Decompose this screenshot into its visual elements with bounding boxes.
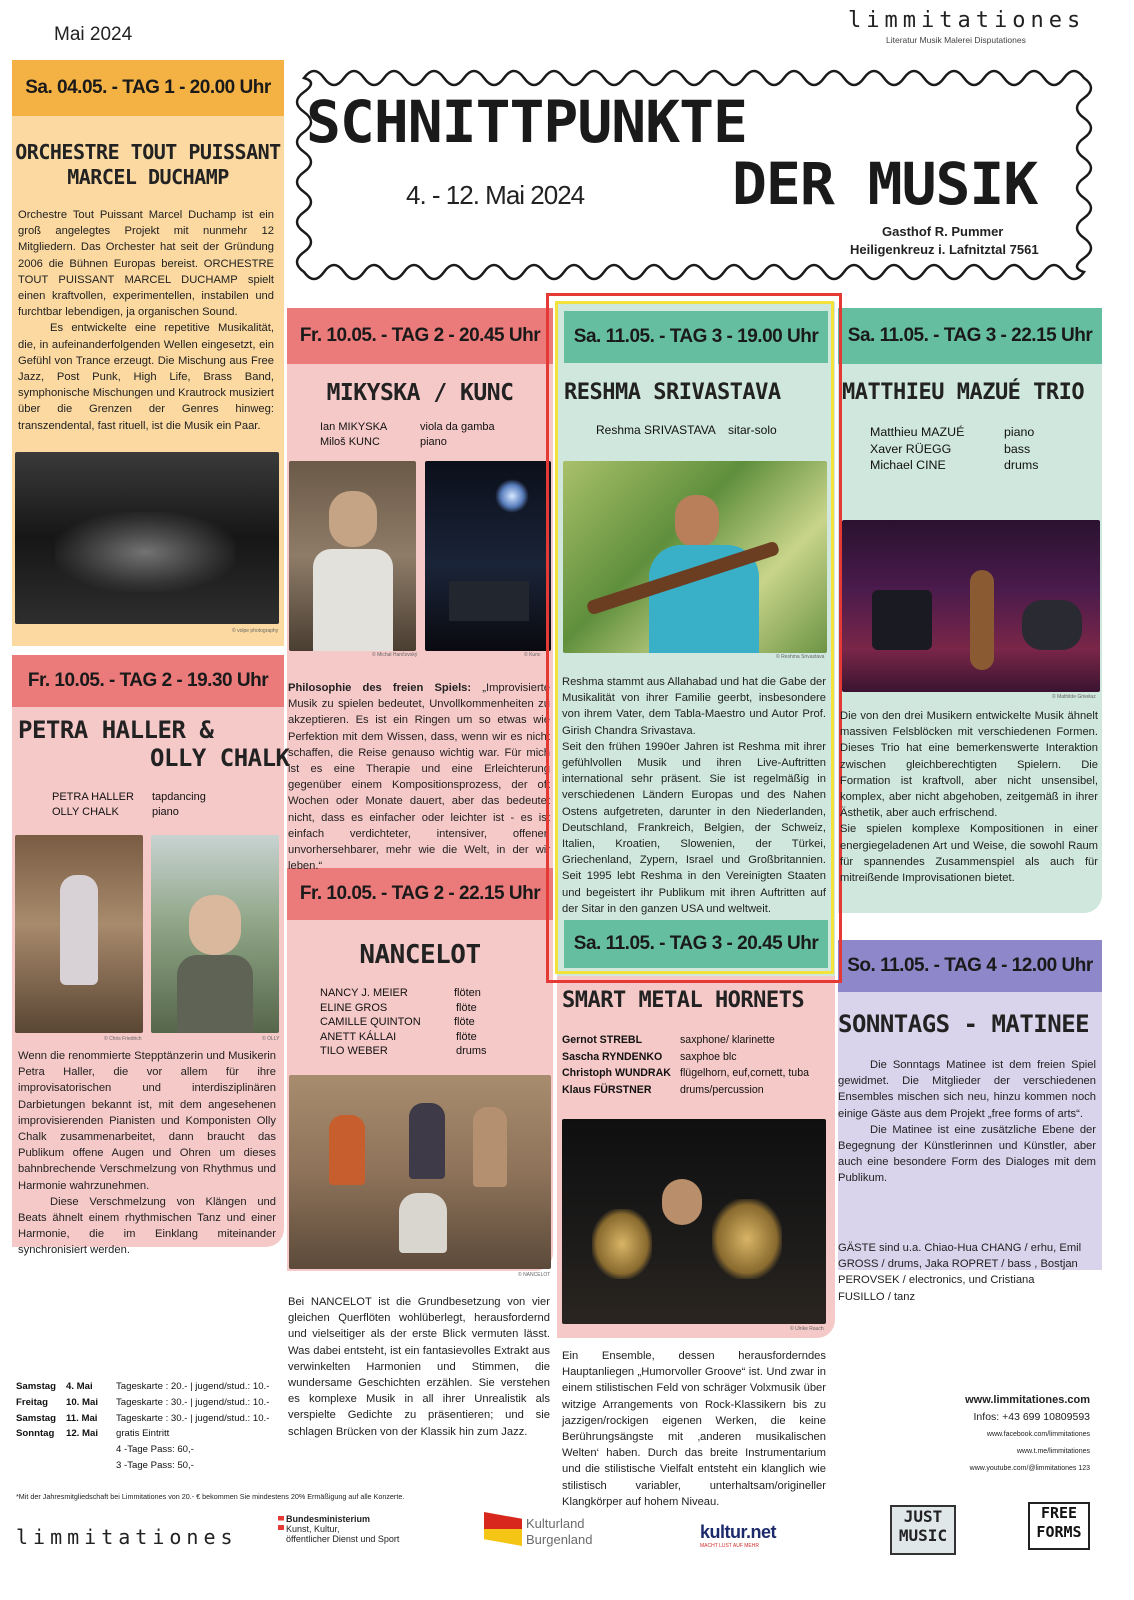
- lineup-role: bass: [1004, 441, 1031, 456]
- lineup-name: PETRA HALLER: [52, 791, 134, 803]
- lineup-row: [562, 1082, 809, 1099]
- ministry-line-3: öffentlicher Dienst und Sport: [286, 1534, 400, 1544]
- event-3-photo-kunc: [425, 461, 551, 651]
- ticket-date: 10. Mai: [66, 1396, 98, 1408]
- contact-block: [930, 1392, 1090, 1477]
- event-2-photo-petra: [15, 835, 143, 1033]
- lineup-name: TILO WEBER: [320, 1045, 388, 1058]
- event-4-text-p1: Bei NANCELOT ist die Grundbesetzung von vier gleichen Querflöten wohlüberlegt, herausfordernd und vielseitiger als der erste Blick vermuten lässt. Was dabei entsteht, ist ein fantasievolles Extrakt aus verwinkelten Harmonien und Stimmen, die wundersame Geschichten erzählen. Sie verstehen es komplexe Musik in all ihrer Unrealistik als verspielte Gedichte zu präsentieren; und sie schlagen Brücken von der Klassik hin zum Jazz.: [288, 1296, 550, 1438]
- event-1-text-p2: Es entwickelte eine repetitive Musikalität, die, in aufeinanderfolgenden Wellen eingesetzt, ein Gefühl von Trance erzeugt. Die Mischung aus Free Jazz, Post Punk, High Life, Brass Band, symphonische Mischungen und Krautrock musiziert über die Grenzen der Genres hinweg: transzendental, fast rituell, ist die Musik ein Paar.: [18, 322, 274, 432]
- event-7-lineup: [870, 424, 1038, 474]
- sponsor-limmitationes-text: limmitationes: [16, 1525, 238, 1549]
- burgenland-line-1: Kulturland: [526, 1516, 585, 1531]
- lineup-role: drums: [1004, 458, 1039, 472]
- event-8-text-p2: Die Matinee ist eine zusätzliche Ebene der Begegnung der Künstlerinnen und Künstler, aber auch eine besondere Form des Dialoges mit dem Publikum.: [838, 1123, 1096, 1185]
- event-1-text: [18, 207, 274, 434]
- justmusic-line-2: MUSIC: [898, 1526, 948, 1545]
- contact-website[interactable]: www.limmitationes.com: [965, 1394, 1090, 1406]
- event-7-header: Sa. 11.05. - TAG 3 - 22.15 Uhr: [847, 325, 1093, 346]
- ticket-price: Tageskarte : 30.- | jugend/stud.: 10.-: [116, 1412, 270, 1424]
- event-5-text-p1: Reshma stammt aus Allahabad und hat die Gabe der Musikalität von ihrer Familie geerbt, insbesondere von ihrem Vater, dem Tabla-Maestro und Autor Prof. Girish Chandra Srivastava.: [562, 676, 826, 737]
- ticket-day: Freitag: [16, 1396, 48, 1408]
- logo-text: limmitationes: [848, 8, 1086, 33]
- event-6-text-p1: Ein Ensemble, dessen herausforderndes Hauptanliegen „Humorvoller Groove“ ist. Und zwar in einem stilistischen Feld von schräger Volxmusik über witzige Arrangements von Rock-Klassikern bis zu jazzigen/rockigen eigenen Werken, die keine Berührungsängste mit ‚anderen musikalischen Welten‘ haben. Durch das breite Instrumentarium und die stilistische Vielfalt entsteht ein klanglich wie stilistisch variabler, unterhaltsam/origineller Klangkörper auf hohem Niveau.: [562, 1350, 826, 1508]
- justmusic-line-1: JUST: [903, 1507, 943, 1526]
- event-3-header: Fr. 10.05. - TAG 2 - 20.45 Uhr: [299, 325, 541, 346]
- ticket-day: Sonntag: [16, 1428, 55, 1440]
- event-4-photo: [289, 1075, 551, 1269]
- contact-youtube[interactable]: www.youtube.com/@limmitationes 123: [969, 1465, 1090, 1472]
- event-6-photo: [562, 1119, 826, 1324]
- event-8-text: [838, 1057, 1096, 1187]
- lineup-row: [562, 1049, 809, 1066]
- logo-subtitle: Literatur Musik Malerei Disputationes: [886, 35, 1026, 45]
- lineup-role: drums: [456, 1045, 487, 1058]
- event-7-text: [840, 708, 1098, 886]
- event-4-text: [288, 1294, 550, 1440]
- event-4-photo-credit: © NANCELOT: [518, 1272, 551, 1278]
- highlight-frame-yellow: [555, 301, 834, 974]
- kulturnet-text: kultur.net: [700, 1522, 777, 1542]
- festival-dates: 4. - 12. Mai 2024: [406, 180, 585, 210]
- lineup-role: sitar-solo: [728, 423, 777, 437]
- lineup-role: tapdancing: [152, 791, 206, 803]
- austria-flag-icon: [278, 1516, 284, 1530]
- ticket-price: Tageskarte : 30.- | jugend/stud.: 10.-: [116, 1396, 270, 1408]
- sponsor-limmitationes-logo: [16, 1525, 238, 1549]
- ticket-row: [16, 1458, 269, 1474]
- event-8-header: So. 11.05. - TAG 4 - 12.00 Uhr: [847, 955, 1093, 976]
- event-5-band-name: RESHMA SRIVASTAVA: [564, 380, 781, 405]
- event-7-photo: [842, 520, 1100, 692]
- event-3-lineup: [320, 420, 495, 450]
- ticket-pass-3: 3 -Tage Pass: 50,-: [116, 1459, 194, 1471]
- event-8-band-name: SONNTAGS - MATINEE: [838, 1010, 1090, 1038]
- event-4-band-name: NANCELOT: [359, 940, 481, 970]
- event-4-lineup: [320, 986, 487, 1059]
- lineup-role: flügelhorn, euf,cornett, tuba: [680, 1067, 809, 1079]
- event-4-header: Fr. 10.05. - TAG 2 - 22.15 Uhr: [299, 883, 541, 904]
- event-7-band-name: MATTHIEU MAZUÉ TRIO: [842, 380, 1085, 405]
- event-2-lineup: [52, 790, 206, 820]
- event-3-text: [288, 680, 550, 874]
- event-3-text-lead: Philosophie des freien Spiels:: [288, 682, 472, 694]
- event-2-text-p2: Diese Verschmelzung von Klängen und Beats ähnelt einem rhythmischen Tanz und einer Harmonie, die im Einklang miteinander synchronisiert werden.: [18, 1195, 276, 1257]
- ticket-footnote: *Mit der Jahresmitgliedschaft bei Limmitationes von 20.- € bekommen Sie mindestens 20% Ermäßigung auf alle Konzerte.: [16, 1492, 405, 1501]
- lineup-name: Sascha RYNDENKO: [562, 1050, 663, 1063]
- event-6-lineup: [562, 1032, 809, 1098]
- event-3-text-p1: [288, 680, 550, 874]
- lineup-name: CAMILLE QUINTON: [320, 1016, 421, 1029]
- title-line-2: DER MUSIK: [732, 150, 1038, 218]
- ticket-row: [16, 1379, 269, 1395]
- event-3-photo-credit-1: © Michal Hančovský: [372, 652, 418, 658]
- ticket-row: [16, 1442, 269, 1458]
- lineup-row: [562, 1065, 809, 1082]
- lineup-row: [562, 1032, 809, 1049]
- lineup-name: Miloš KUNC: [320, 436, 380, 448]
- lineup-name: Gernot STREBL: [562, 1034, 643, 1046]
- lineup-role: flöte: [456, 1001, 477, 1014]
- lineup-row: [320, 1015, 487, 1030]
- limmitationes-logo: [848, 8, 1086, 58]
- event-3-photo-mikyska: [289, 461, 416, 651]
- lineup-row: [320, 1001, 487, 1016]
- sponsor-burgenland: [484, 1508, 614, 1554]
- sponsor-ministry: [286, 1514, 399, 1544]
- lineup-name: ANETT KÁLLAI: [320, 1030, 397, 1043]
- burgenland-line-2: Burgenland: [526, 1532, 593, 1547]
- event-6-photo-credit: © Ulrike Rauch: [790, 1326, 824, 1332]
- contact-facebook[interactable]: www.facebook.com/limmitationes: [986, 1431, 1090, 1438]
- lineup-name: ELINE GROS: [320, 1001, 388, 1014]
- event-2-text: [18, 1048, 276, 1259]
- ticket-date: 11. Mai: [66, 1412, 98, 1424]
- lineup-name: Klaus FÜRSTNER: [562, 1083, 652, 1096]
- burgenland-flag-icon: [484, 1512, 522, 1546]
- lineup-role: flöte: [454, 1016, 475, 1029]
- contact-telegram[interactable]: www.t.me/limmitationes: [1016, 1448, 1090, 1455]
- ticket-price: gratis Eintritt: [116, 1428, 170, 1440]
- ticket-pass-4: 4 -Tage Pass: 60,-: [116, 1444, 194, 1456]
- event-3-band-name: MIKYSKA / KUNC: [326, 380, 514, 406]
- event-2-band-line-2: OLLY CHALK: [150, 744, 290, 772]
- ministry-line-2: Kunst, Kultur,: [286, 1524, 340, 1534]
- lineup-row: [870, 457, 1038, 474]
- lineup-row: [52, 805, 206, 820]
- ticket-day: Samstag: [16, 1412, 56, 1424]
- lineup-name: OLLY CHALK: [52, 806, 119, 818]
- event-7-text-p1: Die von den drei Musikern entwickelte Musik ähnelt massiven Felsblöcken mit verschiedenen Formen. Dieses Trio hat eine bemerkenswerte Interaktion zwischen gleichberechtigten Spielern. Die Formation ist kraftvoll, aber nicht unsensibel, komplex, aber nicht abgehoben, zeitgemäß in ihrer Ästhetik, aber auch erfrischend.: [840, 710, 1098, 820]
- event-1-text-p1: Orchestre Tout Puissant Marcel Duchamp ist ein groß angelegtes Projekt mit nunmehr 12 Mitgliedern. Das Orchester hat seit der Gründung 2006 die Bühnen Europas bereist. ORCHESTRE TOUT PUISSANT MARCEL DUCHAMP spielt einen kraftvollen, experimentellen, instabilen und furchtbar lebendigen, ja organischen Sound.: [18, 209, 274, 319]
- ticket-row: [16, 1411, 269, 1427]
- event-1-photo-credit: © volpe photography: [232, 628, 279, 634]
- lineup-name: Reshma SRIVASTAVA: [596, 423, 716, 437]
- kulturnet-subtitle: MACHT LUST AUF MEHR: [700, 1543, 759, 1549]
- lineup-role: piano: [152, 806, 179, 818]
- event-5-photo-credit: © Reshma Srivastava: [776, 654, 825, 660]
- event-1-photo: [15, 452, 279, 624]
- lineup-row: [320, 1044, 487, 1059]
- title-line-1: SCHNITTPUNKTE: [306, 88, 747, 156]
- event-7-text-p2: Sie spielen komplexe Kompositionen in einer energiegeladenen Art und Weise, die sowohl Raum für spannendes Zusammenspiel als auch für mitreißende Improvisationen bietet.: [840, 823, 1098, 885]
- lineup-role: drums/percussion: [680, 1083, 764, 1096]
- event-1-band-name-text: ORCHESTRE TOUT PUISSANT MARCEL DUCHAMP: [15, 140, 281, 189]
- lineup-row: [320, 435, 495, 450]
- event-2-band-line-1: PETRA HALLER &: [18, 716, 214, 744]
- event-5-text-p2: Seit den frühen 1990er Jahren ist Reshma mit ihrer gefühlvollen Musik und ihren Live-Auftritten international sehr präsent. Sie ist regelmäßig in verschiedenen Ländern Europas und des Nahen Ostens aufgetreten, darunter in den Niederlanden, Deutschland, Frankreich, Belgien, der Schweiz, Italien, Kroatien, Slowenien, der Türkei, Griechenland, Zypern, Israel und Großbritannien. Seit 1995 lebt Reshma in den Vereinigten Staaten und begeistert ihr Publikum mit ihren Auftritten auf der Sitar in den ganzen USA und weltweit.: [562, 740, 826, 915]
- lineup-name: Michael CINE: [870, 458, 946, 472]
- event-2-photo-credit-1: © Chris Friedrich: [104, 1036, 142, 1042]
- ticket-row: [16, 1426, 269, 1442]
- sponsor-freeforms: [1028, 1502, 1090, 1550]
- lineup-row: [870, 441, 1038, 458]
- event-6-text: [562, 1348, 826, 1510]
- venue-line-1: Gasthof R. Pummer: [882, 224, 1004, 239]
- event-8-guests: [838, 1240, 1084, 1305]
- event-1-header: Sa. 04.05. - TAG 1 - 20.00 Uhr: [25, 77, 271, 98]
- lineup-row: [52, 790, 206, 805]
- lineup-name: Ian MIKYSKA: [320, 421, 388, 433]
- lineup-role: flöten: [454, 987, 481, 999]
- lineup-name: Christoph WUNDRAK: [562, 1067, 671, 1079]
- ticket-row: [16, 1395, 269, 1411]
- lineup-name: Matthieu MAZUÉ: [870, 425, 965, 439]
- lineup-role: flöte: [456, 1030, 477, 1043]
- lineup-role: viola da gamba: [420, 421, 495, 433]
- month-label: Mai 2024: [54, 24, 133, 45]
- ticket-date: 12. Mai: [66, 1428, 98, 1440]
- event-3-text-body: „Improvisierte Musik zu spielen bedeutet, Unvollkommenheiten zu akzeptieren. Es ist ein Ringen um so etwas wie Perfektion mit dem Wissen, dass, wenn wir es nicht schaffen, die Reise genauso wichtig war. Für mich ist es eine Therapie und eine Erleichterung gegenüber einem Kompositionsprozess, der oft Wochen oder Monate dauert, aber das bedeutet nicht, dass es einfacher oder leichter ist - es ist einfach verdichteter, intensiver, offener, unvorhersehbarer, mehr wie die Welt, in der wir leben.“: [288, 682, 551, 873]
- sponsor-justmusic: [890, 1505, 956, 1555]
- lineup-row: [320, 986, 487, 1001]
- lineup-role: saxphoe blc: [680, 1050, 737, 1063]
- ticket-price: Tageskarte : 20.- | jugend/stud.: 10.-: [116, 1381, 270, 1392]
- event-2-text-p1: Wenn die renommierte Stepptänzerin und Musikerin Petra Haller, die vor allem für ihre improvisatorischen und interdisziplinären Darbietungen bekannt ist, mit dem angesehenen improvisierenden Pianisten und Komponisten Olly Chalk zusammenarbeitet, dann braucht das Publikum offene Augen und Ohren um dieses bahnbrechende Verschmelzung von Rhythmus und Harmonie wahrzunehmen.: [18, 1050, 276, 1192]
- venue-line-2: Heiligenkreuz i. Lafnitztal 7561: [850, 242, 1039, 257]
- lineup-name: Xaver RÜEGG: [870, 441, 952, 456]
- lineup-row: [320, 1030, 487, 1045]
- lineup-role: piano: [420, 436, 447, 448]
- event-8-text-p1: Die Sonntags Matinee ist dem freien Spiel gewidmet. Die Mitglieder der verschiedenen Ensembles mischen sich neu, hinzu kommen noch einige Gäste aus dem Projekt „free forms of arts“.: [838, 1059, 1096, 1120]
- lineup-row: [870, 424, 1038, 441]
- lineup-name: NANCY J. MEIER: [320, 987, 408, 999]
- contact-phone: Infos: +43 699 10809593: [973, 1411, 1090, 1423]
- event-6-header: Sa. 11.05. - TAG 3 - 20.45 Uhr: [573, 933, 819, 954]
- lineup-role: piano: [1004, 425, 1035, 439]
- event-3-photo-credit-2: © Kunc: [524, 652, 541, 658]
- event-2-header: Fr. 10.05. - TAG 2 - 19.30 Uhr: [27, 670, 269, 691]
- event-2-photo-olly: [151, 835, 279, 1033]
- event-1-band-name: [12, 140, 284, 190]
- freeforms-line-2: FORMS: [1036, 1523, 1082, 1541]
- event-8-guests-text: GÄSTE sind u.a. Chiao-Hua CHANG / erhu, Emil GROSS / drums, Jaka ROPRET / bass , Bostjan PEROVSEK / electronics, und Cristiana FUSILLO / tanz: [838, 1242, 1082, 1303]
- sponsor-kulturnet: [700, 1522, 776, 1549]
- event-7-photo-credit: © Mathilde Grivelaz: [1052, 694, 1096, 700]
- ministry-line-1: Bundesministerium: [286, 1514, 371, 1524]
- event-5-header: Sa. 11.05. - TAG 3 - 19.00 Uhr: [573, 326, 819, 347]
- ticket-day: Samstag: [16, 1381, 56, 1392]
- lineup-role: saxphone/ klarinette: [680, 1034, 775, 1046]
- lineup-row: [320, 420, 495, 435]
- ticket-date: 4. Mai: [66, 1381, 93, 1392]
- event-6-band-name: SMART METAL HORNETS: [562, 988, 805, 1013]
- freeforms-line-1: FREE: [1040, 1504, 1078, 1522]
- event-2-photo-credit-2: © OLLY: [262, 1036, 280, 1042]
- ticket-table: [16, 1379, 269, 1474]
